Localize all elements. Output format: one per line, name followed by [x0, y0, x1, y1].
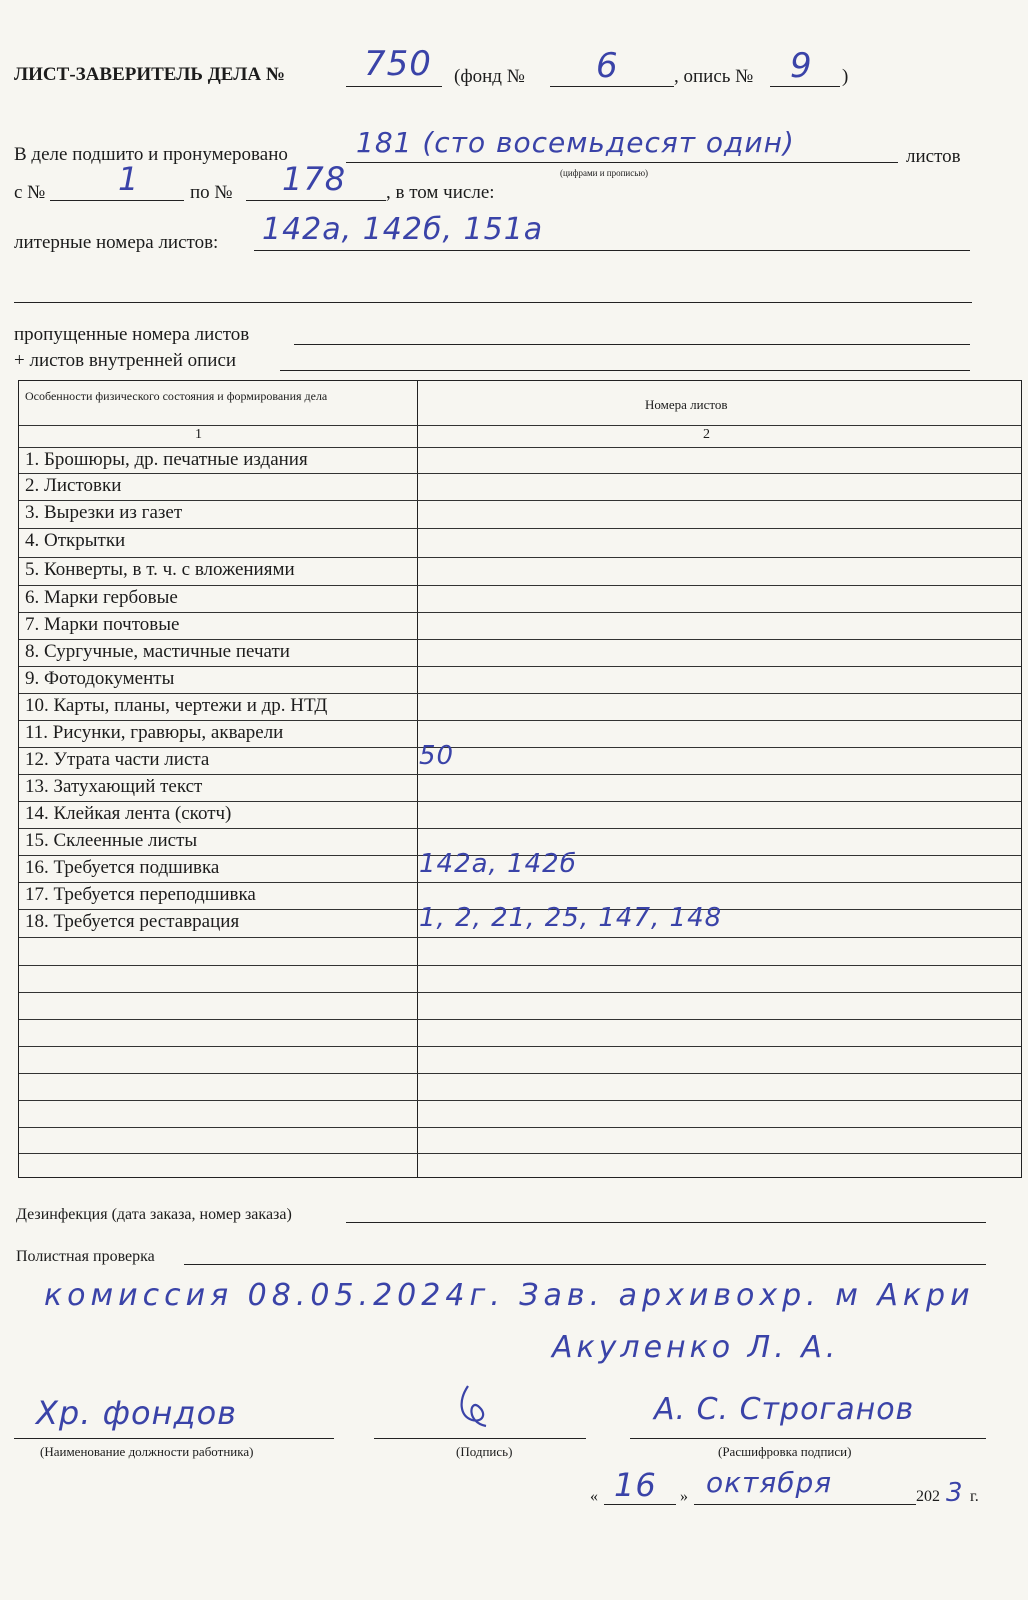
row-label: 1. Брошюры, др. печатные издания	[25, 449, 308, 470]
col2-header: Номера листов	[645, 397, 728, 412]
inner-label: + листов внутренней описи	[14, 350, 237, 371]
row-label: 17. Требуется переподшивка	[25, 884, 256, 905]
row-line	[19, 528, 1021, 529]
to-label: по №	[190, 182, 233, 203]
row-label: 8. Сургучные, мастичные печати	[25, 641, 290, 662]
to-value[interactable]: 178	[282, 160, 347, 198]
col2-number: 2	[703, 427, 710, 442]
row-line	[19, 828, 1021, 829]
check-note-1[interactable]: комиссия 08.05.2024г. Зав. архивохр. м Акри	[44, 1278, 975, 1313]
check-note-2[interactable]: Акуленко Л. А.	[552, 1330, 840, 1365]
blank-row-line	[19, 1019, 1021, 1020]
row-label: 4. Открытки	[25, 530, 126, 551]
sewn-line	[346, 162, 898, 163]
missing-line	[294, 344, 970, 345]
name-value[interactable]: А. С. Строганов	[654, 1392, 915, 1427]
from-label: с №	[14, 182, 46, 203]
fond-no-line	[550, 86, 674, 87]
row-label: 10. Карты, планы, чертежи и др. НТД	[25, 695, 328, 716]
row-label: 2. Листовки	[25, 475, 122, 496]
letter-value[interactable]: 142а, 142б, 151а	[262, 212, 544, 247]
row-line	[19, 693, 1021, 694]
name-line	[630, 1438, 986, 1439]
signature-mark	[448, 1376, 508, 1436]
row-label: 12. Утрата части листа	[25, 749, 210, 770]
close-paren: )	[842, 66, 849, 87]
date-open-quote: «	[590, 1488, 598, 1505]
month-line	[694, 1504, 916, 1505]
blank-line	[14, 302, 972, 303]
blank-row-line	[19, 1127, 1021, 1128]
blank-row-line	[19, 965, 1021, 966]
blank-row-line	[19, 1073, 1021, 1074]
position-hint: (Наименование должности работника)	[40, 1444, 254, 1459]
row-label: 16. Требуется подшивка	[25, 857, 220, 878]
row-line	[19, 882, 1021, 883]
inner-line	[280, 370, 970, 371]
year-digit[interactable]: 3	[946, 1478, 964, 1508]
day-line	[604, 1504, 676, 1505]
year-suffix: г.	[970, 1488, 979, 1505]
col1-number: 1	[195, 427, 202, 442]
row-value[interactable]: 1, 2, 21, 25, 147, 148	[419, 903, 723, 933]
signature-hint: (Подпись)	[456, 1444, 513, 1459]
position-line	[14, 1438, 334, 1439]
blank-row-line	[19, 1046, 1021, 1047]
row-line	[19, 747, 1021, 748]
opis-no-value[interactable]: 9	[790, 46, 813, 86]
case-no-value[interactable]: 750	[364, 44, 432, 84]
check-label: Полистная проверка	[16, 1248, 155, 1265]
case-no-line	[346, 86, 442, 87]
row-label: 14. Клейкая лента (скотч)	[25, 803, 232, 824]
letter-line	[254, 250, 970, 251]
date-day[interactable]: 16	[614, 1466, 657, 1504]
position-value[interactable]: Хр. фондов	[36, 1394, 237, 1432]
row-line	[19, 666, 1021, 667]
row-line	[19, 720, 1021, 721]
row-label: 3. Вырезки из газет	[25, 502, 183, 523]
sewn-hint: (цифрами и прописью)	[560, 168, 649, 178]
row-label: 13. Затухающий текст	[25, 776, 203, 797]
row-line	[19, 500, 1021, 501]
date-close-quote: »	[680, 1488, 688, 1505]
including-label: , в том числе:	[386, 182, 495, 203]
header-line	[19, 425, 1021, 426]
row-line	[19, 557, 1021, 558]
row-line	[19, 473, 1021, 474]
condition-table	[18, 380, 1022, 1178]
row-label: 18. Требуется реставрация	[25, 911, 240, 932]
check-line	[184, 1264, 986, 1265]
row-label: 9. Фотодокументы	[25, 668, 175, 689]
signature-line	[374, 1438, 586, 1439]
col1-header: Особенности физического состояния и формирования дела	[25, 389, 328, 403]
row-label: 7. Марки почтовые	[25, 614, 180, 635]
from-line	[50, 200, 184, 201]
letter-label: литерные номера листов:	[14, 232, 219, 253]
fond-label: (фонд №	[454, 66, 525, 87]
disinfection-line	[346, 1222, 986, 1223]
row-label: 6. Марки гербовые	[25, 587, 178, 608]
name-hint: (Расшифровка подписи)	[718, 1444, 852, 1459]
row-value[interactable]: 50	[419, 741, 455, 771]
opis-no-line	[770, 86, 840, 87]
row-line	[19, 612, 1021, 613]
opis-label: , опись №	[674, 66, 754, 87]
row-line	[19, 447, 1021, 448]
from-value[interactable]: 1	[118, 160, 140, 198]
row-line	[19, 774, 1021, 775]
row-label: 5. Конверты, в т. ч. с вложениями	[25, 559, 295, 580]
row-label: 15. Склеенные листы	[25, 830, 198, 851]
row-value[interactable]: 142а, 142б	[419, 849, 577, 879]
blank-row-line	[19, 937, 1021, 938]
disinfection-label: Дезинфекция (дата заказа, номер заказа)	[16, 1206, 292, 1223]
date-month[interactable]: октября	[706, 1466, 833, 1499]
sewn-label: В деле подшито и пронумеровано	[14, 144, 288, 165]
blank-row-line	[19, 1100, 1021, 1101]
year-prefix: 202	[916, 1488, 940, 1505]
sheets-word: листов	[906, 146, 961, 167]
row-line	[19, 639, 1021, 640]
to-line	[246, 200, 386, 201]
row-line	[19, 585, 1021, 586]
form-title: ЛИСТ-ЗАВЕРИТЕЛЬ ДЕЛА №	[14, 64, 285, 85]
blank-row-line	[19, 992, 1021, 993]
blank-row-line	[19, 1153, 1021, 1154]
sewn-value[interactable]: 181 (сто восемьдесят один)	[356, 126, 795, 159]
row-line	[19, 801, 1021, 802]
missing-label: пропущенные номера листов	[14, 324, 250, 345]
row-label: 11. Рисунки, гравюры, акварели	[25, 722, 284, 743]
fond-no-value[interactable]: 6	[596, 46, 619, 86]
